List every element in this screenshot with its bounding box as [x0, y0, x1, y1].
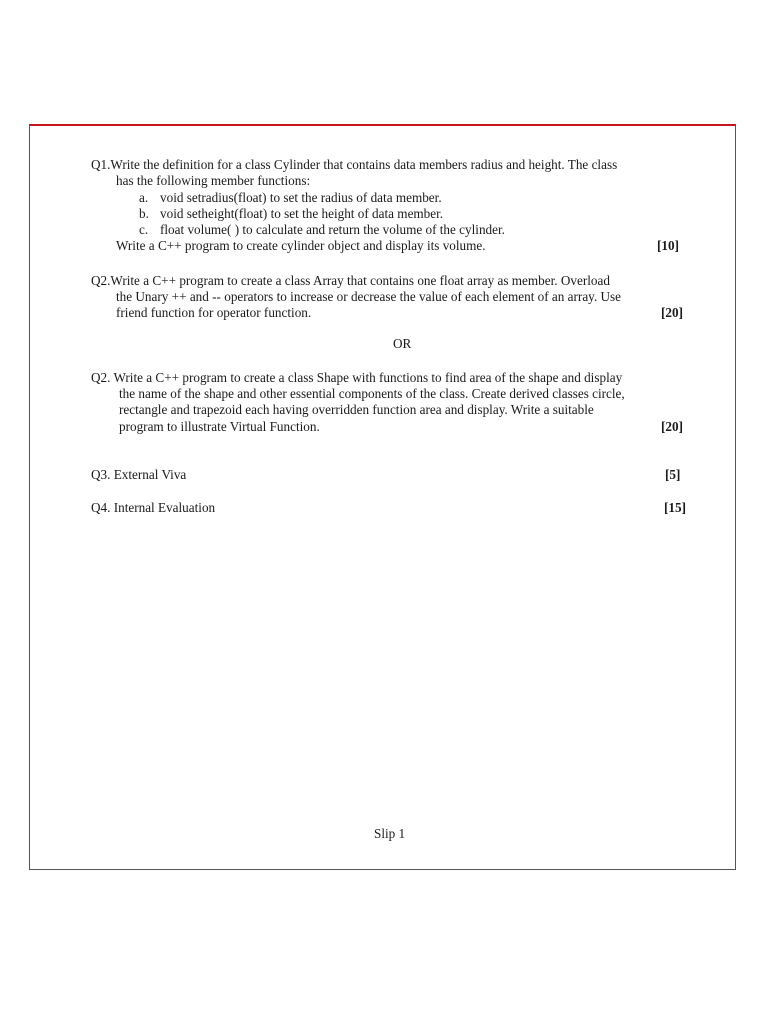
q1-item-a-marker: a. [139, 190, 149, 205]
q1-final-line: Write a C++ program to create cylinder object and display its volume. [116, 238, 486, 253]
q4-text: Q4. Internal Evaluation [91, 500, 216, 515]
q2b-marks: [20] [661, 419, 683, 434]
q1-item-a-text: void setradius(float) to set the radius of data member. [160, 190, 442, 205]
q1-marks: [10] [657, 238, 679, 253]
q2a-line-3: friend function for operator function. [116, 305, 312, 320]
q2b-line-1: Q2. Write a C++ program to create a class Shape with functions to find area of the shape and display [91, 370, 623, 385]
q2a-line-1: Q2.Write a C++ program to create a class Array that contains one float array as member. Overload [91, 273, 610, 288]
q2b-line-4: program to illustrate Virtual Function. [119, 419, 320, 434]
q1-item-c-marker: c. [139, 222, 149, 237]
q1-item-b-marker: b. [139, 206, 149, 221]
q4-marks: [15] [664, 500, 686, 515]
q3-marks: [5] [665, 467, 681, 482]
q2a-marks: [20] [661, 305, 683, 320]
q1-line-1: Q1.Write the definition for a class Cylinder that contains data members radius and height. The class [91, 157, 618, 172]
q1-item-c-text: float volume( ) to calculate and return the volume of the cylinder. [160, 222, 505, 237]
q1-item-b-text: void setheight(float) to set the height of data member. [160, 206, 444, 221]
q3-text: Q3. External Viva [91, 467, 187, 482]
q2b-line-3: rectangle and trapezoid each having overridden function area and display. Write a suitable [119, 402, 594, 417]
slip-label: Slip 1 [374, 826, 406, 841]
or-separator: OR [393, 336, 412, 351]
q2a-line-2: the Unary ++ and -- operators to increase or decrease the value of each element of an array. Use [116, 289, 622, 304]
q1-line-2: has the following member functions: [116, 173, 311, 188]
q2b-line-2: the name of the shape and other essential components of the class. Create derived classes circle, [119, 386, 625, 401]
